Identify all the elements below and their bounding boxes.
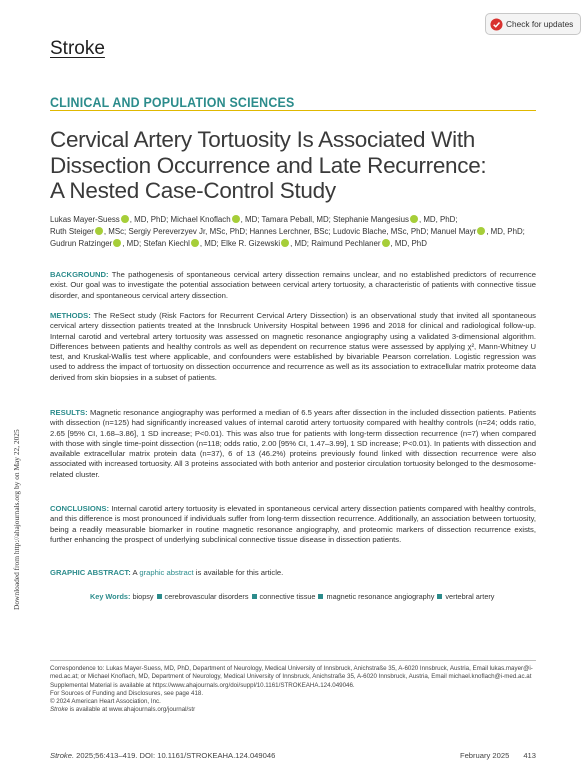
graphic-abstract-label: GRAPHIC ABSTRACT: [50, 568, 131, 577]
check-updates-label: Check for updates [506, 19, 574, 29]
author-name: Manuel Mayr [430, 227, 477, 237]
abstract-methods [50, 311, 536, 383]
author-name: Ludovic Blache, MSc, PhD; [332, 227, 429, 237]
graphic-abstract-link[interactable]: graphic abstract [139, 568, 194, 577]
keyword: biopsy [132, 592, 154, 601]
page-number: 413 [523, 751, 536, 760]
title-line: Cervical Artery Tortuosity Is Associated With [50, 127, 475, 152]
availability-note: Stroke is available at www.ahajournals.org/journal/str [50, 706, 196, 714]
orcid-icon[interactable] [410, 215, 418, 223]
background-label: BACKGROUND: [50, 270, 109, 279]
footer-right [460, 751, 536, 760]
conclusions-text: Internal carotid artery tortuosity is elevated in spontaneous cervical artery dissection patients compared with healthy controls, and this difference is most pronounced if individuals suffer from long-term dissection recurrence. Additionally, an association between tortuosity, being a readily measurable biomarker in routine magnetic resonance angiography, and proteomic markers of dissection recurrence exists, further enhancing the prospect of underlying subclinical connective tissue disease in dissection patients. [50, 504, 536, 544]
results-text: Magnetic resonance angiography was performed a median of 6.5 years after dissection in the included dissection patients. Patients with dissection (n=125) had significantly increased values of internal carotid artery tortuosity compared with healthy controls (n=24; odds ratio, 2.65 [95% CI, 1.68–3.86], 1 SD increase; P<0.01). This was also true for patients with long-term dissection recurrence (n=7) when compared with those with single time-point dissection (n=118; odds ratio, 2.00 [95% CI, 1.47–3.99], 1 SD increase; P<0.01). In patients with dissection and available extracellular matrix protein data (n=37), 6 of 13 (46.2%) proteins previously found linked with dissection recurrence were also associated with increased tortuosity. All 3 proteins associated with both anterior and posterior circulation tortuosity belonged to the desmosome-related cluster. [50, 408, 536, 479]
background-text: The pathogenesis of spontaneous cervical artery dissection remains unclear, and no established predictors of recurrence exist. Our goal was to investigate the potential association between cervical artery tortuosity, a characteristic of patients with connective tissue disorder, and spontaneous cervical artery dissection. [50, 270, 536, 300]
title-line: A Nested Case-Control Study [50, 178, 336, 203]
supplemental-note: Supplemental Material is available at https://www.ahajournals.org/doi/suppl/10.1161/STROKEAHA.124.049046. [50, 681, 355, 689]
keywords [90, 592, 530, 601]
author-name: Elke R. Gizewski [220, 239, 281, 249]
conclusions-label: CONCLUSIONS: [50, 504, 110, 513]
abstract-background [50, 270, 536, 301]
author-name: Tamara Peball, MD; [261, 215, 331, 224]
author-name: Lukas Mayer-Suess [50, 215, 120, 224]
methods-label: METHODS: [50, 311, 91, 320]
keyword-separator [318, 594, 323, 599]
orcid-icon[interactable] [95, 227, 103, 235]
journal-logo: Stroke [50, 38, 105, 59]
keyword: vertebral artery [445, 592, 495, 601]
download-watermark: Downloaded from http://ahajournals.org by on May 22, 2025 [12, 429, 21, 610]
keyword: magnetic resonance angiography [326, 592, 435, 601]
author-name: Ruth Steiger [50, 227, 94, 237]
author-list: Lukas Mayer-Suess , MD, PhD; Michael Knoflach , MD; Tamara Peball, MD; Stephanie Mangesius , MD, PhD; Ruth Steiger , MSc; Sergiy Pereverzyev Jr, MSc, PhD; Hannes Lerchner, BSc; Ludovic Blache, MSc, PhD; Manuel Mayr , MD, PhD; Gudrun Ratzinger , MD; Stefan Kiechl , MD; Elke R. Gizewski , MD; Raimund Pechlaner , MD, PhD [50, 215, 525, 249]
footnote-rule [50, 660, 536, 661]
orcid-icon[interactable] [477, 227, 485, 235]
funding-note: For Sources of Funding and Disclosures, see page 418. [50, 689, 204, 697]
abstract-graphic: GRAPHIC ABSTRACT: A graphic abstract is available for this article. [50, 568, 284, 577]
author-name: Stephanie Mangesius [333, 215, 409, 224]
abstract-results [50, 408, 536, 480]
orcid-icon[interactable] [121, 215, 129, 223]
citation: Stroke. 2025;56:413–419. DOI: 10.1161/STROKEAHA.124.049046 [50, 751, 276, 760]
orcid-icon[interactable] [191, 239, 199, 247]
issue-date: February 2025 [459, 751, 510, 760]
correspondence-note: Correspondence to: Lukas Mayer-Suess, MD, PhD, Department of Neurology, Medical University of Innsbruck, Anichstraße 35, A-6020 Innsbruck, Austria, Email lukas.mayer@i-med.ac.at; or Michael Knoflach, MD, Department of Neurology, Medical University of Innsbruck, Anichstraße 35, A-6020 Innsbruck, Austria, Email michael.knoflach@i-med.ac.at [50, 665, 533, 681]
author-name: Raimund Pechlaner [311, 239, 381, 249]
results-label: RESULTS: [50, 408, 88, 417]
keyword: connective tissue [259, 592, 316, 601]
orcid-icon[interactable] [113, 239, 121, 247]
author-name: Michael Knoflach [170, 215, 231, 224]
footnotes [50, 665, 536, 715]
keyword-separator [157, 594, 162, 599]
section-rule [50, 110, 536, 111]
article-title [50, 127, 540, 204]
check-updates-icon [490, 18, 503, 31]
keyword-separator [437, 594, 442, 599]
orcid-icon[interactable] [382, 239, 390, 247]
abstract-conclusions [50, 504, 536, 545]
copyright-note: © 2024 American Heart Association, Inc. [50, 698, 161, 706]
author-name: Gudrun Ratzinger [50, 239, 113, 249]
orcid-icon[interactable] [232, 215, 240, 223]
author-name: Stefan Kiechl [143, 239, 190, 249]
author-name: Hannes Lerchner, BSc; [249, 227, 331, 237]
orcid-icon[interactable] [281, 239, 289, 247]
check-for-updates-button[interactable] [485, 13, 581, 35]
title-line: Dissection Occurrence and Late Recurrence: [50, 152, 487, 178]
section-label: CLINICAL AND POPULATION SCIENCES [50, 95, 295, 110]
keyword: cerebrovascular disorders [164, 592, 249, 601]
keyword-separator [252, 594, 257, 599]
methods-text: The ReSect study (Risk Factors for Recurrent Cervical Artery Dissection) is an observational study that invited all spontaneous cervical artery dissection patients treated at the Innsbruck University Hospital between 1996 and 2018 for clinical and radiological follow-up. Internal carotid and vertebral artery tortuosity was assessed on magnetic resonance angiography using a validated 3-dimensional algorithm. Differences between patients and healthy controls as well as dependent on recurrence status were assessed by applying χ², Mann-Whitney U test, and Kruskal-Wallis test where applicable, and confounders were established by bivariable Pearson correlation. Logistic regression was used to address the impact of tortuosity on dissection occurrence and recurrence as well as its association to extracellular matrix proteome data derived from skin biopsies in a subset of patients. [50, 311, 536, 382]
author-name: Sergiy Pereverzyev Jr, MSc, PhD; [128, 227, 248, 237]
keywords-label: Key Words: [90, 592, 131, 601]
